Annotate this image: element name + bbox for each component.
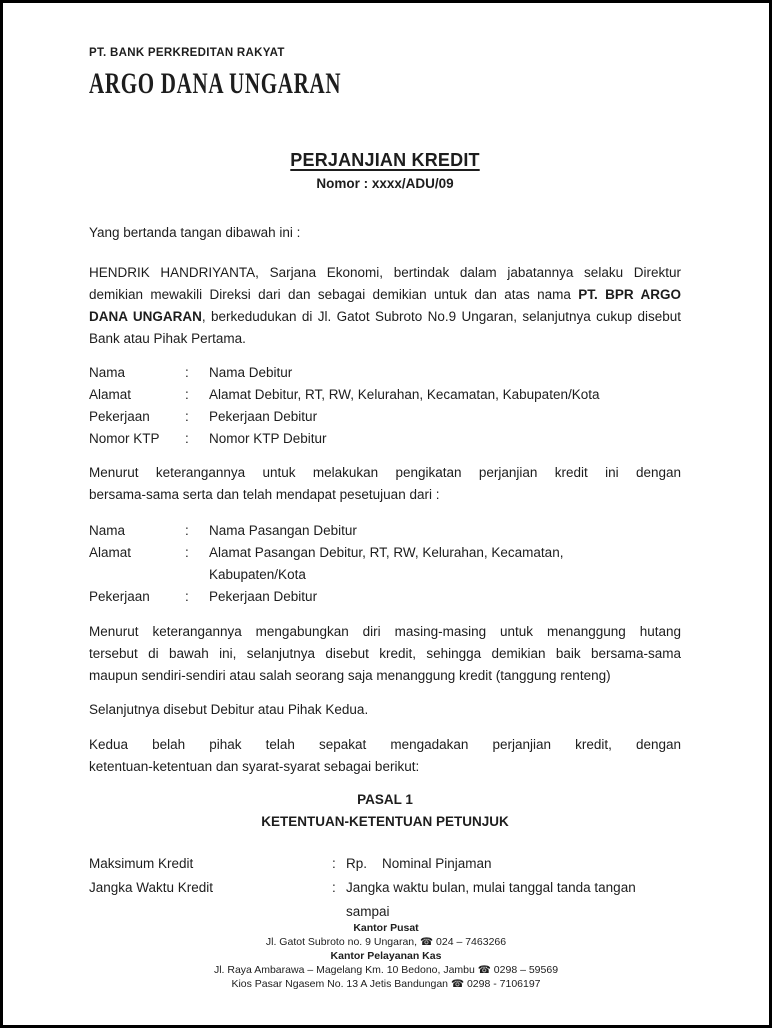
field-label: Pekerjaan	[89, 589, 150, 604]
field-label: Pekerjaan	[89, 409, 150, 424]
footer-phone-number: 024 – 7463266	[436, 936, 507, 948]
field-row	[89, 362, 681, 384]
company-name: PT. BANK PERKREDITAN RAKYAT	[89, 47, 285, 59]
field-label: Nama	[89, 365, 126, 380]
field-row	[89, 586, 681, 608]
paragraph-line: maupun sendiri-sendiri atau salah seorang saja menanggung kredit (tanggung renteng)	[89, 668, 611, 683]
field-value: Nama Debitur	[209, 365, 293, 380]
field-value: Alamat Debitur, RT, RW, Kelurahan, Kecamatan, Kabupaten/Kota	[209, 387, 600, 402]
field-value: Nama Pasangan Debitur	[209, 523, 357, 538]
title-block	[89, 150, 681, 191]
field-row	[89, 520, 681, 542]
consent-paragraph	[89, 462, 681, 506]
field-colon: :	[185, 523, 189, 538]
field-colon: :	[185, 431, 189, 446]
field-row	[89, 406, 681, 428]
field-value-line: Kabupaten/Kota	[209, 567, 306, 582]
footer-address-text: Kios Pasar Ngasem No. 13 A Jetis Bandungan	[231, 978, 449, 990]
document-number: Nomor : xxxx/ADU/09	[316, 176, 454, 191]
paragraph-line: Menurut keterangannya untuk melakukan pengikatan perjanjian kredit ini dengan	[89, 465, 681, 480]
intro-line: Yang bertanda tangan dibawah ini :	[89, 225, 301, 240]
joint-liability-paragraph	[89, 621, 681, 687]
footer-address-line	[3, 935, 769, 949]
field-row	[89, 876, 681, 924]
field-colon: :	[332, 856, 336, 871]
field-value	[209, 542, 681, 586]
pasal-number: PASAL 1	[357, 792, 413, 807]
spouse-fields	[89, 520, 681, 608]
field-value: Pekerjaan Debitur	[209, 589, 318, 604]
field-colon: :	[185, 589, 189, 604]
paragraph-segment-bold: DANA UNGARAN	[89, 309, 202, 324]
footer-phone-number: 0298 - 7106197	[466, 978, 541, 990]
paragraph-line: Kedua belah pihak telah sepakat mengadakan perjanjian kredit, dengan	[89, 737, 681, 752]
field-value: Jangka waktu bulan, mulai tanggal tanda tangan sampai	[346, 880, 640, 919]
pasal-1-heading	[89, 789, 681, 833]
footer-office-title: Kantor Pusat	[353, 922, 419, 934]
second-party-line: Selanjutnya disebut Debitur atau Pihak Kedua.	[89, 702, 369, 717]
paragraph-line	[89, 306, 681, 328]
paragraph-segment: , berkedudukan di Jl. Gatot Subroto No.9 Ungaran, selanjutnya cukup disebut	[201, 309, 681, 324]
footer-address-text: Jl. Gatot Subroto no. 9 Ungaran,	[265, 936, 418, 948]
field-colon: :	[185, 409, 189, 424]
footer-address-text: Jl. Raya Ambarawa – Magelang Km. 10 Bedono, Jambu	[213, 964, 475, 976]
brand-name	[89, 67, 681, 100]
footer-address-line	[3, 977, 769, 991]
field-colon: :	[185, 545, 189, 560]
document-title: PERJANJIAN KREDIT	[290, 150, 480, 170]
paragraph-line: HENDRIK HANDRIYANTA, Sarjana Ekonomi, bertindak dalam jabatannya selaku Direktur	[89, 265, 681, 280]
paragraph-line: bersama-sama serta dan telah mendapat pesetujuan dari :	[89, 487, 440, 502]
phone-icon: ☎	[420, 936, 434, 948]
field-row	[89, 542, 681, 586]
field-label: Maksimum Kredit	[89, 856, 194, 871]
phone-icon: ☎	[450, 978, 465, 990]
footer	[3, 921, 769, 991]
field-value-line: Alamat Pasangan Debitur, RT, RW, Kelurahan, Kecamatan,	[209, 545, 564, 560]
paragraph-line	[89, 284, 681, 306]
field-value: Pekerjaan Debitur	[209, 409, 318, 424]
credit-terms	[89, 852, 681, 924]
field-row	[89, 428, 681, 450]
agreement-paragraph	[89, 734, 681, 778]
paragraph-line: Bank atau Pihak Pertama.	[89, 331, 246, 346]
paragraph-segment: demikian mewakili Direksi dari dan sebagai demikian untuk dan atas nama	[89, 287, 579, 302]
debtor-fields	[89, 362, 681, 450]
footer-office-title: Kantor Pelayanan Kas	[330, 950, 442, 962]
paragraph-segment-bold: PT. BPR ARGO	[578, 287, 682, 302]
phone-icon: ☎	[477, 964, 491, 976]
field-row	[89, 852, 681, 876]
paragraph-line: tersebut di bawah ini, selanjutnya disebut kredit, sehingga demikian baik bersama-sama	[89, 646, 681, 661]
field-colon: :	[332, 880, 336, 895]
footer-address-line	[3, 963, 769, 977]
opening-paragraph	[89, 262, 681, 350]
field-value: Rp. Nominal Pinjaman	[346, 856, 492, 871]
field-value: Nomor KTP Debitur	[209, 431, 327, 446]
field-colon: :	[185, 387, 189, 402]
field-label: Alamat	[89, 387, 132, 402]
field-label: Alamat	[89, 545, 132, 560]
field-label: Nomor KTP	[89, 431, 160, 446]
brand-name-text: ARGO DANA UNGARAN	[89, 67, 342, 100]
paragraph-line: Menurut keterangannya mengabungkan diri masing-masing untuk menanggung hutang	[89, 624, 681, 639]
field-row	[89, 384, 681, 406]
paragraph-line: ketentuan-ketentuan dan syarat-syarat sebagai berikut:	[89, 759, 420, 774]
pasal-title: KETENTUAN-KETENTUAN PETUNJUK	[261, 814, 509, 829]
document-content	[3, 47, 769, 924]
footer-phone-number: 0298 – 59569	[493, 964, 559, 976]
field-colon: :	[185, 365, 189, 380]
field-label: Jangka Waktu Kredit	[89, 880, 214, 895]
field-label: Nama	[89, 523, 126, 538]
